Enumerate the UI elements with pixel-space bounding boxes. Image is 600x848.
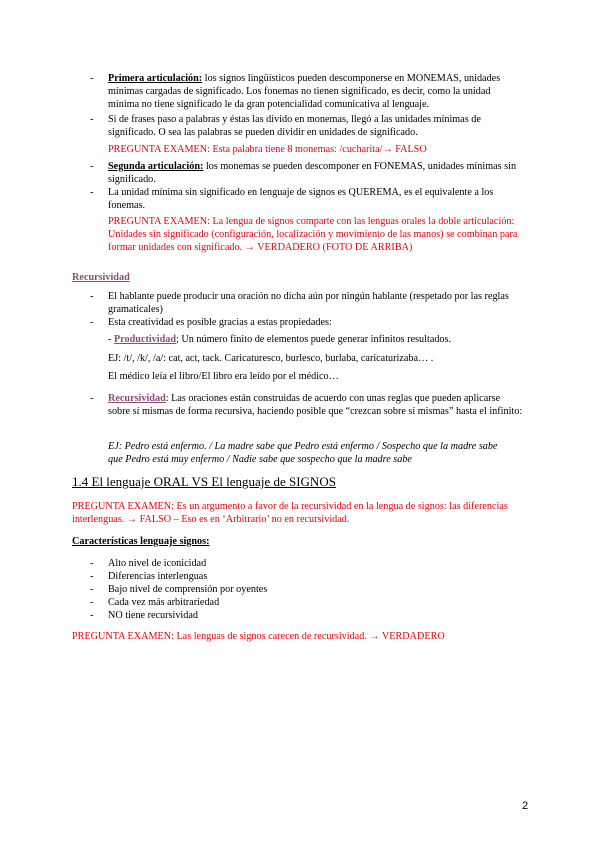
primera-articulacion-paragraph — [108, 72, 524, 111]
bullet-dash: - — [90, 393, 94, 404]
page-number: 2 — [522, 800, 529, 812]
productividad-title: Productividad — [113, 334, 177, 345]
bullet-dash: - — [90, 161, 94, 172]
segunda-articulacion-text: los monemas se pueden descomponer en FONEMAS, unidades mínimas sin significado. — [108, 161, 517, 185]
productividad-paragraph — [108, 333, 528, 346]
recursividad-text: : Las oraciones están construidas de acuerdo con unas reglas que pueden aplicarse sobre sí mismas de forma recursiva, haciendo posible que “crezcan sobre sí mismas” hasta el infinito: — [108, 393, 523, 417]
heading-1-4: 1.4 El lenguaje ORAL VS El lenguaje de SIGNOS — [72, 474, 336, 489]
querema-paragraph: La unidad mínima sin significado en lenguaje de signos es QUEREMA, es el equivalente a los fonemas. — [108, 187, 494, 211]
bullet-dash: - — [90, 317, 94, 328]
productividad-dash: - — [108, 334, 114, 345]
exam-question-1: PREGUNTA EXAMEN: Esta palabra tiene 8 monemas: /cucharita/→ FALSO — [108, 144, 427, 155]
list-item: NO tiene recursividad — [108, 610, 198, 621]
primera-articulacion-title: Primera articulación: — [108, 73, 203, 84]
bullet-dash: - — [90, 558, 94, 569]
exam-question-4: PREGUNTA EXAMEN: Las lenguas de signos carecen de recursividad. → VERDADERO — [72, 631, 445, 642]
recursividad-paragraph — [108, 392, 524, 418]
bullet-dash: - — [90, 114, 94, 125]
exam-question-3: PREGUNTA EXAMEN: Es un argumento a favor de la recursividad en la lengua de signos: las diferencias interlenguas. → FALSO – Eso es en ‘Arbitrario’ no en recursividad. — [72, 501, 508, 525]
list-item: Cada vez más arbitrariedad — [108, 597, 220, 608]
segunda-articulacion-title: Segunda articulación: — [108, 161, 204, 172]
caracteristicas-title: Características lenguaje signos: — [72, 536, 210, 547]
bullet-dash: - — [90, 584, 94, 595]
example-passive: El médico leía el libro/El libro era leído por el médico… — [108, 371, 339, 382]
bullet-dash: - — [90, 597, 94, 608]
frases-paragraph: Si de frases paso a palabras y éstas las divido en monemas, llegó a las unidades mínimas de significado. O sea las palabras se pueden dividir en unidades de significado. — [108, 114, 481, 138]
exam-question-2: PREGUNTA EXAMEN: La lengua de signos comparte con las lenguas orales la doble articulación: Unidades sin significado (configuración, localización y movimiento de las manos) se combinan para formar unidades con significado. → VERDADERO (FOTO DE ARRIBA) — [108, 216, 518, 253]
recursividad-subtitle: Recursividad — [108, 393, 166, 404]
list-item: Diferencias interlenguas — [108, 571, 208, 582]
list-item: Alto nivel de iconicidad — [108, 558, 207, 569]
example-phonemes: EJ: /t/, /k/, /a/: cat, act, tack. Caricaturesco, burlesco, burlaba, caricaturizaba… . — [108, 353, 434, 364]
bullet-dash: - — [90, 73, 94, 84]
bullet-dash: - — [90, 571, 94, 582]
hablante-paragraph: El hablante puede producir una oración no dicha aún por ningún hablante (respetado por las reglas gramaticales) — [108, 291, 509, 315]
example-recursion: EJ: Pedro está enfermo. / La madre sabe que Pedro está enfermo / Sospecho que la madre sabe que Pedro está muy enfermo / Nadie sabe que sospecho que la madre sabe — [108, 441, 498, 465]
bullet-dash: - — [90, 291, 94, 302]
bullet-dash: - — [90, 187, 94, 198]
creatividad-paragraph: Esta creatividad es posible gracias a estas propiedades: — [108, 317, 332, 328]
section-title-recursividad: Recursividad — [72, 272, 130, 283]
bullet-dash: - — [90, 610, 94, 621]
primera-articulacion-text: los signos lingüísticos pueden descomponerse en MONEMAS, unidades mínimas cargadas de significado. Los fonemas no tienen significado, es decir, como la unidad mínima no tiene significado le da gran potencialidad comunicativa al lenguaje. — [108, 73, 501, 110]
list-item: Bajo nivel de comprensión por oyentes — [108, 584, 268, 595]
productividad-text: ; Un número finito de elementos puede generar infinitos resultados. — [176, 334, 452, 345]
segunda-articulacion-paragraph — [108, 160, 518, 186]
